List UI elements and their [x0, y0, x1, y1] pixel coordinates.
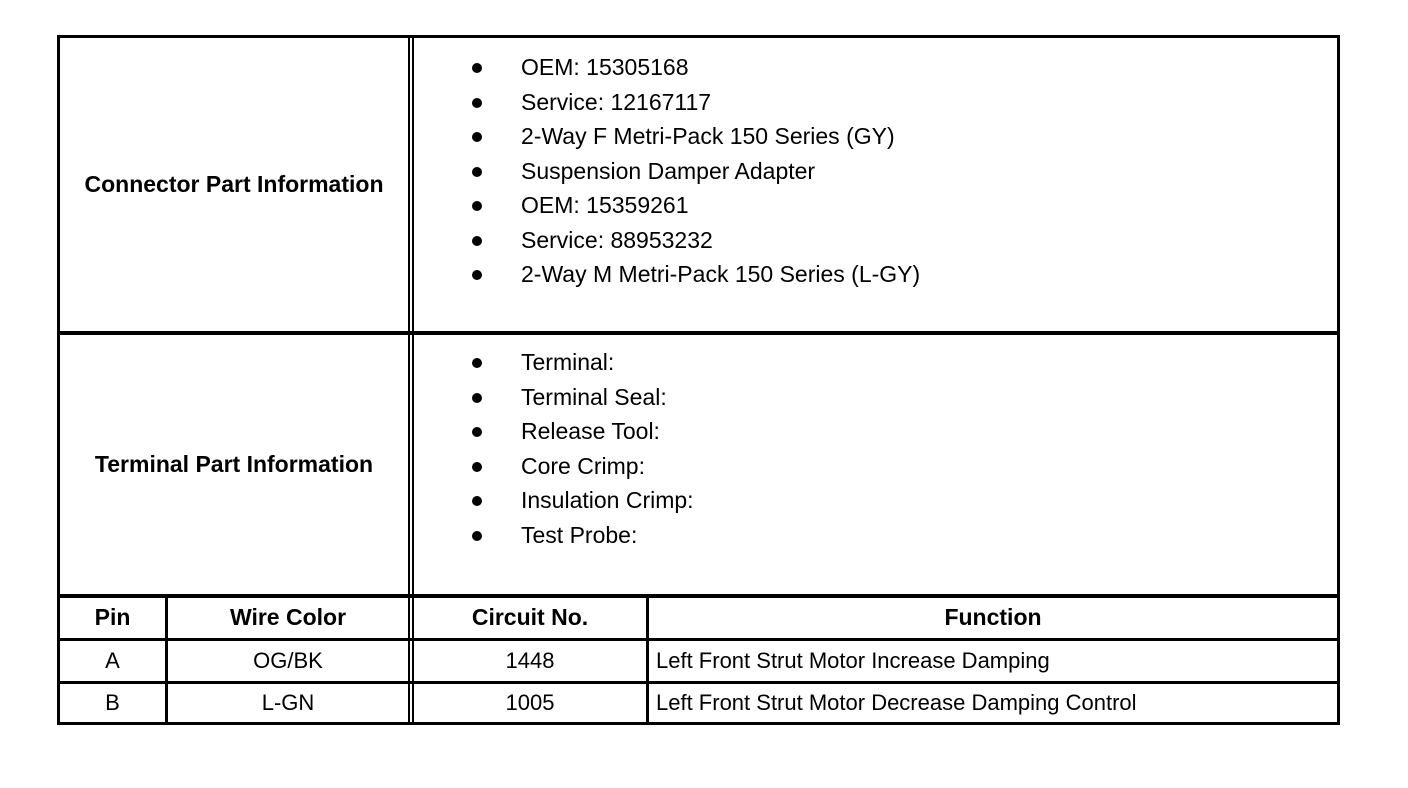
- list-item: Core Crimp:: [466, 449, 694, 484]
- connector-part-list: [466, 50, 920, 292]
- list-item: Suspension Damper Adapter: [466, 154, 920, 189]
- connector-info-table: [57, 35, 1340, 725]
- row-b-pin: B: [105, 690, 120, 715]
- row-b-wire-color: L-GN: [261, 690, 315, 715]
- list-item: Test Probe:: [466, 518, 694, 553]
- header-wire-color: Wire Color: [229, 604, 347, 630]
- list-item: Release Tool:: [466, 414, 694, 449]
- list-item: 2-Way M Metri-Pack 150 Series (L-GY): [466, 257, 920, 292]
- list-item: 2-Way F Metri-Pack 150 Series (GY): [466, 119, 920, 154]
- row-b-function: Left Front Strut Motor Decrease Damping Control: [656, 690, 1137, 715]
- list-item: Service: 12167117: [466, 85, 920, 120]
- header-circuit-no: Circuit No.: [471, 604, 589, 630]
- list-item: Service: 88953232: [466, 223, 920, 258]
- list-item: Terminal:: [466, 345, 694, 380]
- row-a-pin: A: [105, 648, 120, 673]
- row-a-circuit-no: 1448: [505, 648, 555, 673]
- terminal-part-list: [466, 345, 694, 552]
- connector-part-info-label: Connector Part Information: [84, 171, 384, 197]
- header-function: Function: [944, 604, 1042, 630]
- row-a-function: Left Front Strut Motor Increase Damping: [656, 648, 1050, 673]
- list-item: Insulation Crimp:: [466, 483, 694, 518]
- list-item: OEM: 15305168: [466, 50, 920, 85]
- row-a-wire-color: OG/BK: [253, 648, 323, 673]
- row-b-circuit-no: 1005: [505, 690, 555, 715]
- header-pin: Pin: [94, 604, 131, 630]
- terminal-part-info-label: Terminal Part Information: [94, 451, 374, 477]
- list-item: OEM: 15359261: [466, 188, 920, 223]
- list-item: Terminal Seal:: [466, 380, 694, 415]
- main-column-divider: [408, 38, 410, 722]
